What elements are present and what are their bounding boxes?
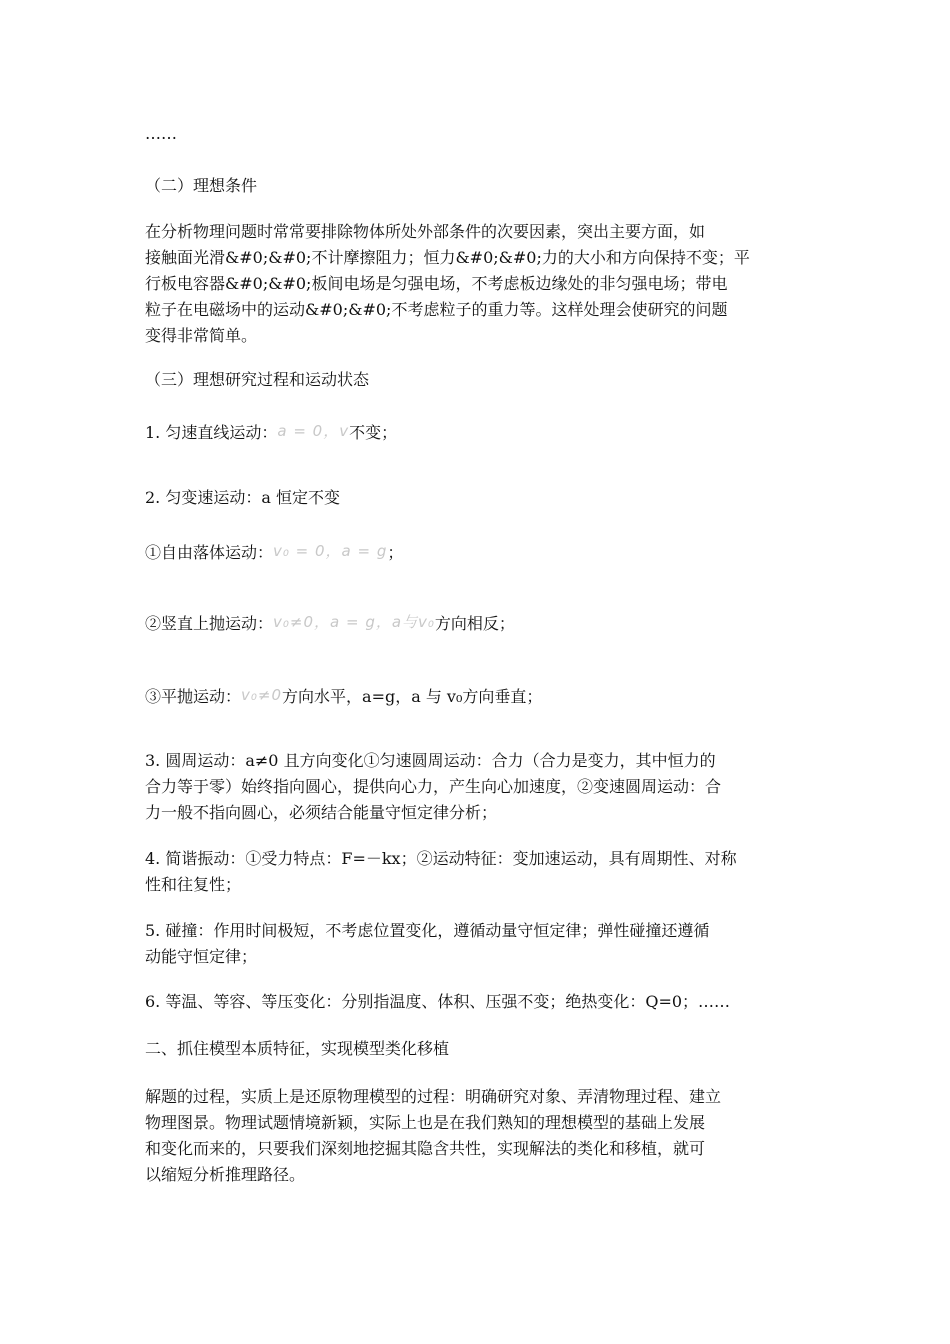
item-uniform-accel: 2. 匀变速运动：a 恒定不变: [145, 488, 340, 507]
item-gas-processes: [145, 989, 807, 1015]
item-suffix: 不变；: [349, 423, 398, 442]
text-line: 6. 等温、等容、等压变化：分别指温度、体积、压强不变；绝热变化：Q=0；……: [145, 992, 731, 1011]
item-collision: [145, 918, 807, 970]
text-line: 5. 碰撞：作用时间极短，不考虑位置变化，遵循动量守恒定律；弹性碰撞还遵循: [145, 921, 710, 940]
paragraph-model-transfer: [145, 1084, 807, 1188]
paragraph-ideal-conditions: [145, 219, 807, 349]
text-line: 合力等于零）始终指向圆心，提供向心力，产生向心加速度，②变速圆周运动：合: [145, 777, 722, 796]
text-line: 以缩短分析推理路径。: [145, 1165, 306, 1184]
text-line: 行板电容器&#0;&#0;板间电场是匀强电场，不考虑板边缘处的非匀强电场；带电: [145, 274, 728, 293]
section-heading-model-transfer: 二、抓住模型本质特征，实现模型类化移植: [145, 1039, 450, 1058]
formula-image: v₀≠0，a = g，a与v₀: [273, 612, 435, 631]
text-line: 力一般不指向圆心，必须结合能量守恒定律分析；: [145, 803, 498, 822]
text-line: 性和往复性；: [145, 875, 242, 894]
item-circular-motion: [145, 748, 807, 826]
ellipsis-top: ……: [145, 124, 177, 143]
text-line: 和变化而来的，只要我们深刻地挖掘其隐含共性，实现解法的类化和移植，就可: [145, 1139, 706, 1158]
text-line: 解题的过程，实质上是还原物理模型的过程：明确研究对象、弄清物理过程、建立: [145, 1087, 722, 1106]
item-label: ②竖直上抛运动：: [145, 614, 274, 633]
sub-free-fall: [145, 540, 807, 567]
text-line: 动能守恒定律；: [145, 947, 258, 966]
formula-image: a = 0，v: [277, 421, 350, 440]
sub-projectile: [145, 684, 807, 711]
formula-image: v₀ = 0，a = g: [273, 541, 388, 560]
item-uniform-linear: [145, 420, 807, 447]
text-line: 3. 圆周运动：a≠0 且方向变化①匀速圆周运动：合力（合力是变力，其中恒力的: [145, 751, 716, 770]
text-line: 在分析物理问题时常常要排除物体所处外部条件的次要因素，突出主要方面，如: [145, 222, 706, 241]
heading-ideal-process: （三）理想研究过程和运动状态: [145, 370, 370, 389]
heading-ideal-conditions: （二）理想条件: [145, 176, 258, 195]
item-label: 1. 匀速直线运动：: [145, 423, 278, 442]
text-line: 物理图景。物理试题情境新颖，实际上也是在我们熟知的理想模型的基础上发展: [145, 1113, 706, 1132]
item-suffix: ；: [387, 543, 404, 562]
item-suffix: 方向相反；: [434, 614, 515, 633]
text-line: 接触面光滑&#0;&#0;不计摩擦阻力；恒力&#0;&#0;力的大小和方向保持不变；平: [145, 248, 750, 267]
item-label: ①自由落体运动：: [145, 543, 274, 562]
text-line: 粒子在电磁场中的运动&#0;&#0;不考虑粒子的重力等。这样处理会使研究的问题: [145, 300, 728, 319]
formula-image: v₀≠0: [241, 685, 283, 704]
sub-vertical-throw: [145, 611, 807, 638]
item-label: ③平抛运动：: [145, 687, 242, 706]
text-line: 4. 简谐振动：①受力特点：F=－kx；②运动特征：变加速运动，具有周期性、对称: [145, 849, 737, 868]
text-line: 变得非常简单。: [145, 326, 258, 345]
item-harmonic-oscillation: [145, 846, 807, 898]
item-suffix: 方向水平，a=g，a 与 v₀方向垂直；: [282, 687, 543, 706]
